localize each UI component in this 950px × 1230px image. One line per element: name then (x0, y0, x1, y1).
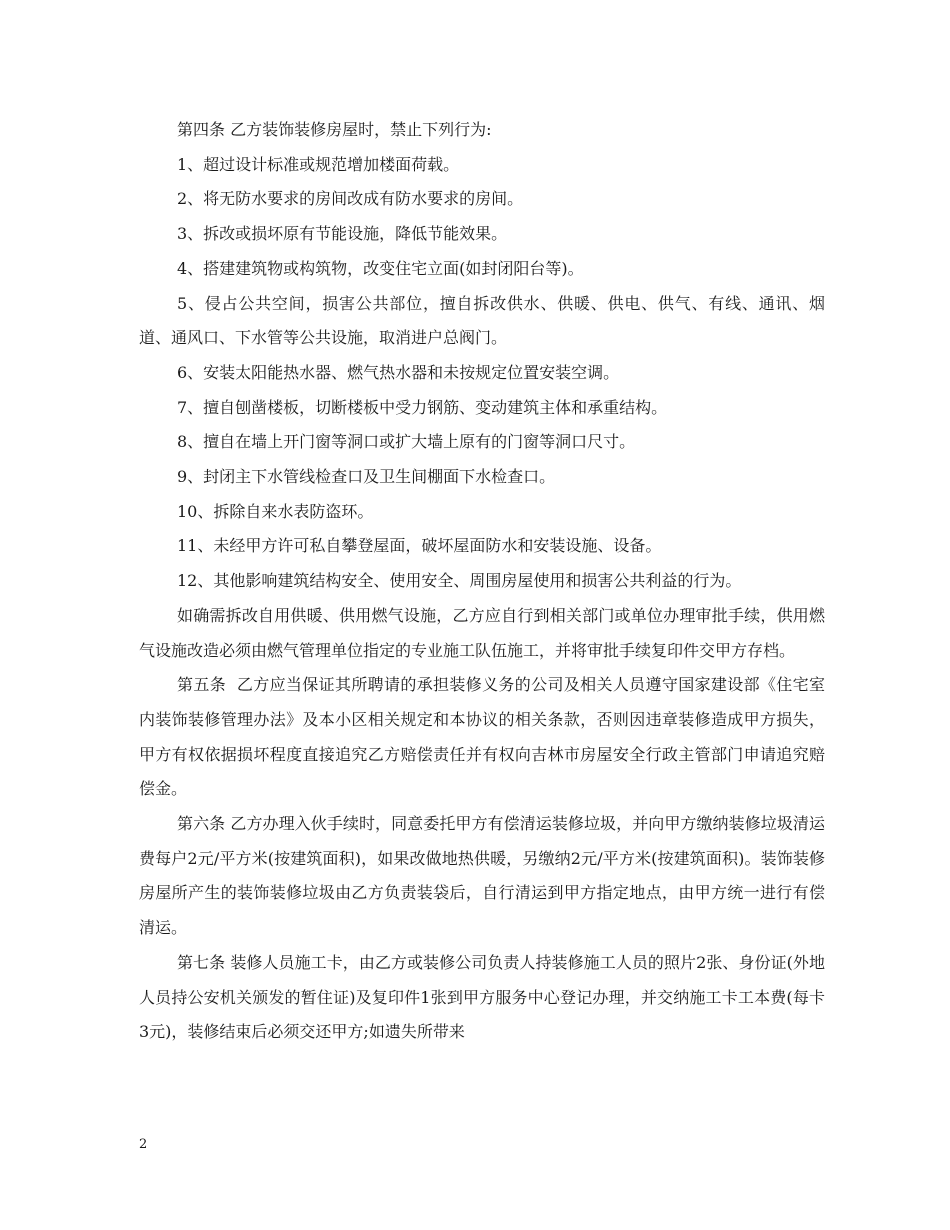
paragraph-item-3: 3、拆改或损坏原有节能设施，降低节能效果。 (177, 224, 508, 244)
document-body (139, 113, 825, 1050)
paragraph-item-8: 8、擅自在墙上开门窗等洞口或扩大墙上原有的门窗等洞口尺寸。 (177, 432, 636, 452)
paragraph-item-10: 10、拆除自来水表防盗环。 (177, 501, 374, 521)
paragraph-article-5: 第五条 乙方应当保证其所聘请的承担装修义务的公司及相关人员遵守国家建设部《住宅室内装饰装修管理办法》及本小区相关规定和本协议的相关条款，否则因违章装修造成甲方损失，甲方有权依据损坏程度直接追究乙方赔偿责任并有权向吉林市房屋安全行政主管部门申请追究赔偿金。 (139, 675, 825, 799)
paragraph-item-6: 6、安装太阳能热水器、燃气热水器和未按规定位置安装空调。 (177, 362, 620, 382)
paragraph-article-6: 第六条 乙方办理入伙手续时，同意委托甲方有偿清运装修垃圾，并向甲方缴纳装修垃圾清运费每户2元/平方米(按建筑面积)，如果改做地热供暖，另缴纳2元/平方米(按建筑面积)。装饰装修房屋所产生的装饰装修垃圾由乙方负责装袋后，自行清运到甲方指定地点，由甲方统一进行有偿清运。 (139, 814, 825, 938)
paragraph-article-4: 第四条 乙方装饰装修房屋时，禁止下列行为: (177, 120, 492, 139)
paragraph-approval-note: 如确需拆改自用供暖、供用燃气设施，乙方应自行到相关部门或单位办理审批手续，供用燃气设施改造必须由燃气管理单位指定的专业施工队伍施工，并将审批手续复印件交甲方存档。 (139, 605, 825, 660)
paragraph-item-1: 1、超过设计标准或规范增加楼面荷载。 (177, 154, 460, 174)
page-number: 2 (139, 1137, 148, 1152)
paragraph-item-12: 12、其他影响建筑结构安全、使用安全、周围房屋使用和损害公共利益的行为。 (177, 571, 742, 591)
paragraph-item-5: 5、侵占公共空间，损害公共部位，擅自拆改供水、供暖、供电、供气、有线、通讯、烟道、通风口、下水管等公共设施，取消进户总阀门。 (139, 293, 825, 348)
paragraph-item-11: 11、未经甲方许可私自攀登屋面，破坏屋面防水和安装设施、设备。 (177, 536, 662, 556)
paragraph-item-2: 2、将无防水要求的房间改成有防水要求的房间。 (177, 189, 524, 209)
paragraph-article-7: 第七条 装修人员施工卡，由乙方或装修公司负责人持装修施工人员的照片2张、身份证(外地人员持公安机关颁发的暂住证)及复印件1张到甲方服务中心登记办理，并交纳施工卡工本费(每卡3元)，装修结束后必须交还甲方;如遗失所带来 (139, 952, 825, 1042)
paragraph-item-9: 9、封闭主下水管线检查口及卫生间棚面下水检查口。 (177, 467, 556, 487)
paragraph-item-7: 7、擅自刨凿楼板，切断楼板中受力钢筋、变动建筑主体和承重结构。 (177, 397, 668, 417)
paragraph-item-4: 4、搭建建筑物或构筑物，改变住宅立面(如封闭阳台等)。 (177, 258, 584, 278)
